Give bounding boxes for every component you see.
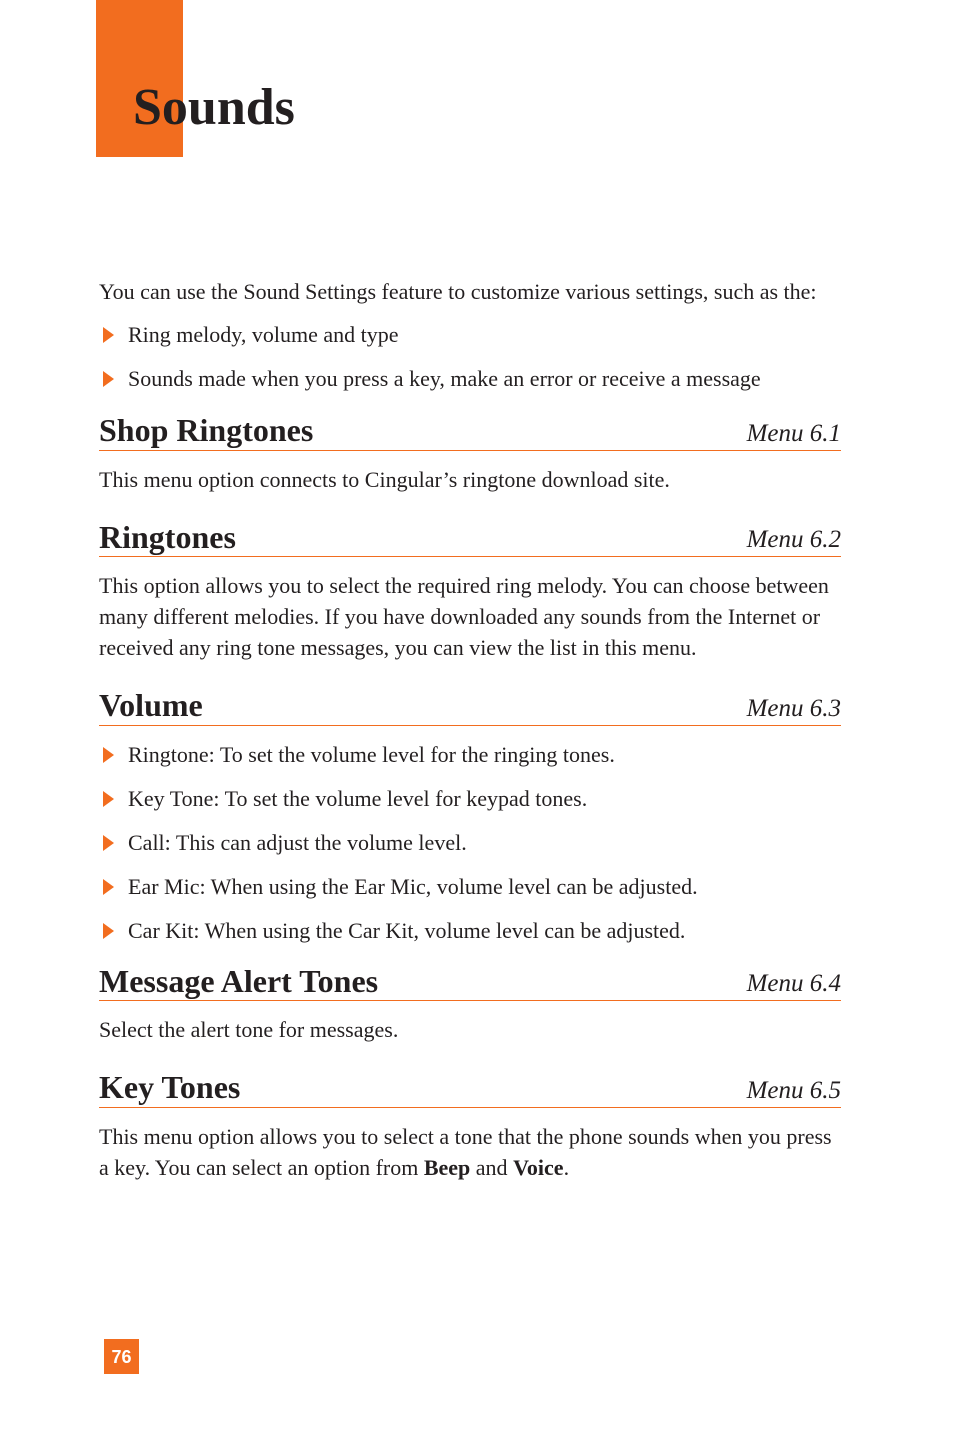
menu-reference: Menu 6.5 xyxy=(746,1076,841,1104)
section-title: Volume xyxy=(99,687,203,724)
list-item: Key Tone: To set the volume level for keypad tones. xyxy=(99,783,841,814)
bullet-arrow-icon xyxy=(103,371,114,387)
bullet-arrow-icon xyxy=(103,747,114,763)
volume-bullet-list xyxy=(99,739,841,946)
list-item: Car Kit: When using the Car Kit, volume level can be adjusted. xyxy=(99,915,841,946)
menu-reference: Menu 6.1 xyxy=(746,419,841,447)
section-body: Select the alert tone for messages. xyxy=(99,1017,399,1043)
menu-reference: Menu 6.2 xyxy=(746,526,841,554)
section-shop-ringtones xyxy=(99,414,841,495)
list-item: Call: This can adjust the volume level. xyxy=(99,827,841,858)
section-header xyxy=(99,1071,841,1108)
section-body: This menu option connects to Cingular’s ringtone download site. xyxy=(99,466,670,492)
list-item: Ringtone: To set the volume level for the ringing tones. xyxy=(99,739,841,770)
section-body: This menu option allows you to select a tone that the phone sounds when you press a key. You can select an option from Beep and Voice. xyxy=(99,1123,832,1180)
bullet-arrow-icon xyxy=(103,923,114,939)
bullet-arrow-icon xyxy=(103,835,114,851)
section-header xyxy=(99,962,841,1002)
option-beep: Beep xyxy=(423,1154,471,1180)
menu-reference: Menu 6.4 xyxy=(746,970,841,998)
page-title: Sounds xyxy=(133,79,295,136)
section-header xyxy=(99,414,841,451)
section-title: Message Alert Tones xyxy=(99,962,379,999)
intro-bullet-list xyxy=(99,319,841,394)
section-key-tones xyxy=(99,1071,841,1183)
section-title: Key Tones xyxy=(99,1069,241,1106)
page-number: 76 xyxy=(104,1339,139,1374)
list-item: Sounds made when you press a key, make an error or receive a message xyxy=(99,363,841,394)
page-content xyxy=(99,276,841,1183)
list-item: Ring melody, volume and type xyxy=(99,319,841,350)
bullet-arrow-icon xyxy=(103,327,114,343)
section-title: Shop Ringtones xyxy=(99,412,314,448)
section-ringtones xyxy=(99,518,841,664)
section-header xyxy=(99,689,841,726)
intro-paragraph: You can use the Sound Settings feature to customize various settings, such as the: xyxy=(99,279,817,304)
section-header xyxy=(99,518,841,558)
section-title: Ringtones xyxy=(99,518,236,555)
menu-reference: Menu 6.3 xyxy=(746,694,841,722)
list-item: Ear Mic: When using the Ear Mic, volume level can be adjusted. xyxy=(99,871,841,902)
option-voice: Voice xyxy=(513,1154,564,1180)
section-message-alert-tones xyxy=(99,962,841,1046)
bullet-arrow-icon xyxy=(103,791,114,807)
section-body: This option allows you to select the required ring melody. You can choose between many different melodies. If you have downloaded any sounds from the Internet or received any ring tone messages, you can view the list in this menu. xyxy=(99,573,829,661)
bullet-arrow-icon xyxy=(103,879,114,895)
section-volume xyxy=(99,689,841,946)
